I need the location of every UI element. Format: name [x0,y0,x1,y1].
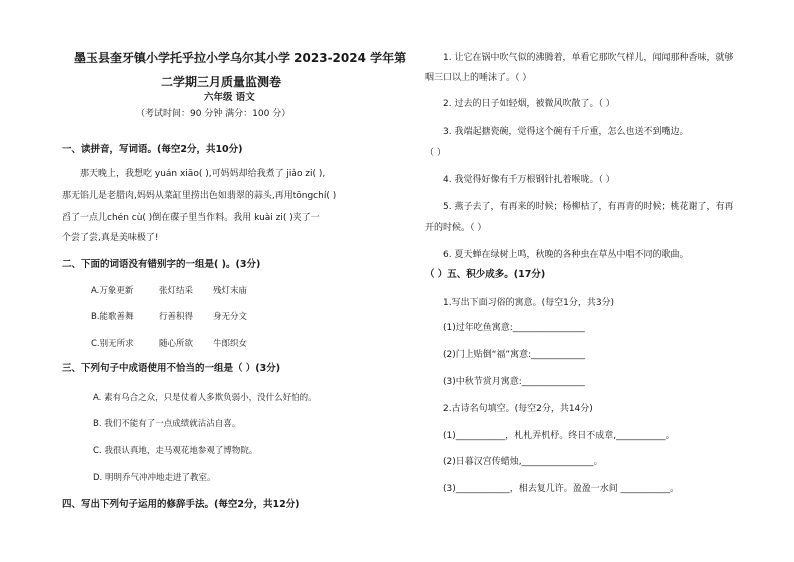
rhetoric-question-4: 4. 我觉得好像有千万根钢针扎着喉咙。（ ） [443,175,615,185]
section-5-heading: （ ）五、积少成多。(17分) [425,269,546,280]
grade-subject: 六年级 语文 [204,92,255,103]
section-2-option-word: 身无分文 [213,312,248,322]
section-1-line: 舀了一点儿chén cù( )倒在碟子里当作料。我用 kuài zi( )夹了一 [62,213,320,223]
section-2-option-word: 行善积得 [159,312,194,322]
rhetoric-question-2: 2. 过去的日子如轻烟，被微风吹散了。（ ） [443,99,615,109]
poem-item: (1)___________，札札弄机杼。终日不成章,___________。 [443,431,675,441]
custom-item: (3)中秋节赏月寓意:______________ [443,377,585,387]
section-2-option: B.能歌善舞 [91,312,134,322]
rhetoric-question-6: 6. 夏天蝉在绿树上鸣，秋晚的各种虫在草丛中唱不同的歌曲。 [443,250,689,260]
section-3-option: B. 我们不能有了一点成绩就沾沾自喜。 [93,419,241,429]
section-2-option-word: 残灯末庙 [213,286,248,296]
rhetoric-question-1a: 1. 让它在锅中吹气似的沸腾着，单看它那吹气样儿，闻闻那种香味，就够 [443,53,734,63]
custom-item: (2)门上贴倒“福”寓意:____________ [443,350,586,360]
section-2-option-word: 随心所欲 [159,339,194,349]
section-5-2-heading: 2.古诗名句填空。(每空2分，共14分) [443,404,593,414]
rhetoric-question-1b: 咽三口以上的唾沫了。（ ） [425,73,532,83]
section-3-option: A. 素有乌合之众，只是仗着人多欺负弱小，没什么好怕的。 [93,393,317,403]
exam-title-line2: 二学期三月质量监测卷 [161,75,282,89]
rhetoric-question-3b: （ ） [425,148,446,158]
exam-title-line1: 墨玉县奎牙镇小学托乎拉小学乌尔其小学 2023-2024 学年第 [74,51,407,65]
section-1-line: 那天晚上，我想吃 yuán xiāo( ),可妈妈却给我煮了 jiǎo zi( ), [80,169,326,179]
rhetoric-question-3a: 3. 我端起搪瓷碗，觉得这个碗有千斤重，怎么也送不到嘴边。 [443,127,689,137]
section-3-option: D. 明明乔气冲冲地走进了教室。 [93,473,216,483]
rhetoric-question-5b: 开的时候。（ ） [425,223,487,233]
section-1-line: 那无馅儿是老腊肉,妈妈从菜缸里捞出色如翡翠的蒜头,再用tōngchí( ) [62,191,337,201]
custom-item: (1)过年吃鱼寓意:________________ [443,323,585,333]
section-1-line: 个尝了尝,真是美味极了! [62,233,159,243]
section-1-heading: 一、读拼音，写词语。(每空2分，共10分) [62,144,243,155]
rhetoric-question-5a: 5. 燕子去了，有再来的时候；杨柳枯了，有再青的时候；桃花谢了，有再 [443,202,734,212]
poem-item: (3)____________，相去复几许。盈盈一水间 ___________。 [443,484,680,494]
section-2-heading: 二、下面的词语没有错别字的一组是( )。(3分) [62,259,261,270]
section-2-option: A.万象更新 [91,286,134,296]
section-2-option-word: 牛郎织女 [213,339,248,349]
exam-meta: （考试时间：90 分钟 满分：100 分） [136,109,291,119]
section-4-heading: 四、写出下列句子运用的修辞手法。(每空2分，共12分) [62,499,300,510]
section-3-option: C. 我很认真地，走马观花地参观了博物院。 [93,446,258,456]
poem-item: (2)日暮汉宫传蜡烛,________________。 [443,457,603,467]
section-2-option: C.别无所求 [91,339,134,349]
section-2-option-word: 张灯结采 [159,286,194,296]
section-5-1-heading: 1.写出下面习俗的寓意。(每空1分，共3分) [443,298,615,308]
section-3-heading: 三、下列句子中成语使用不恰当的一组是（ ）(3分) [62,363,281,374]
